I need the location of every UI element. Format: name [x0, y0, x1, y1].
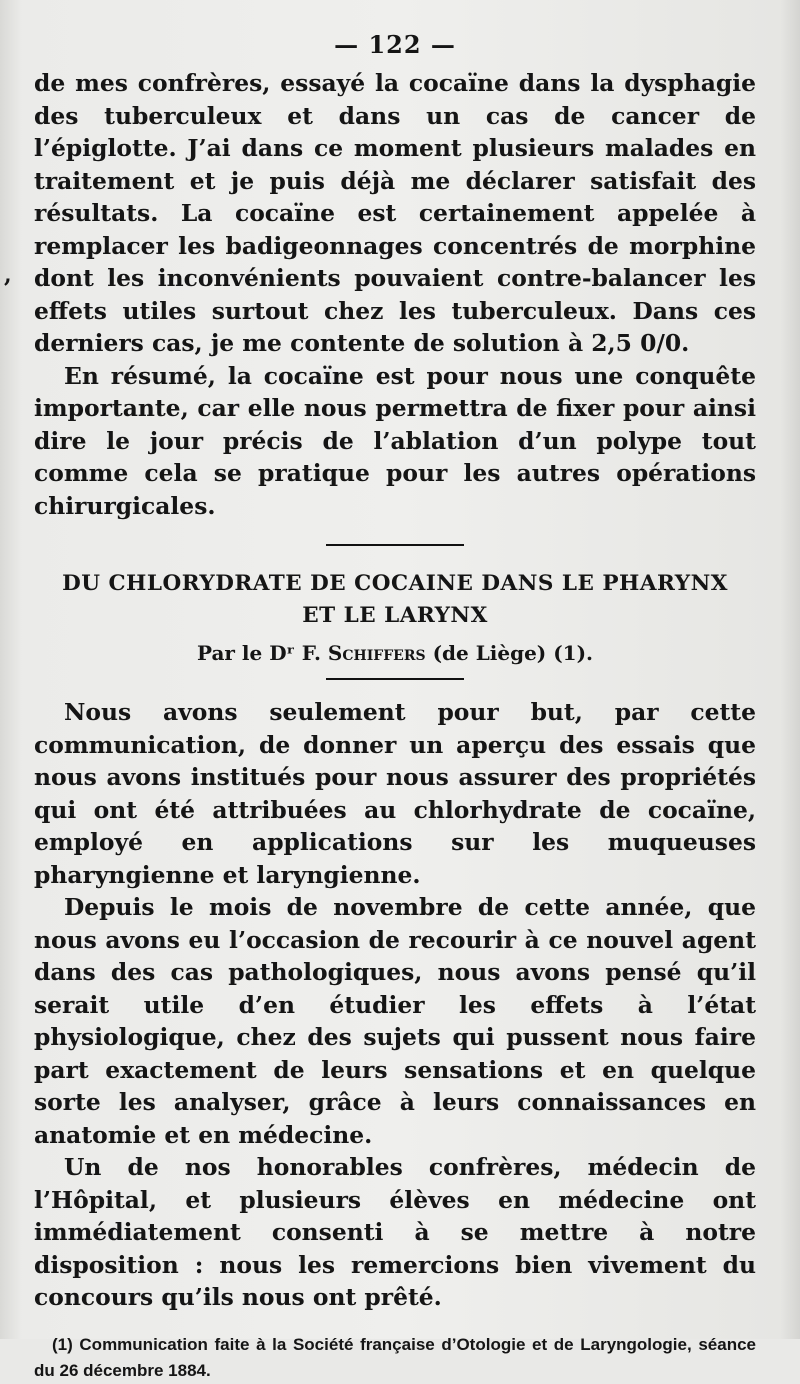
margin-mark: , [4, 262, 12, 288]
byline-prefix: Par le Dʳ F. [196, 641, 321, 665]
paragraph-method: Depuis le mois de novembre de cette année, que nous avons eu l’occasion de recourir à ce nouvel agent dans des cas pathologiques, nous avons pensé qu’il serait utile d’en étudier les effets à l’état physiologique, chez des sujets qui pussent nous faire part exactement de leurs sensations et en quelque sorte les analyser, grâce à leurs connaissances en anatomie et en médecine. [34, 893, 756, 1149]
section-title-line1: DU CHLORYDRATE DE COCAINE DANS LE PHARYNX [62, 571, 728, 596]
byline-suffix: (de Liège) (1). [432, 641, 594, 665]
paragraph-continuation: de mes confrères, essayé la cocaïne dans la dysphagie des tuberculeux et dans un cas de cancer de l’épiglotte. J’ai dans ce moment plusieurs malades en traitement et je puis déjà me déclarer satisfait des résultats. La cocaïne est certainement appelée à remplacer les badigeonnages concentrés de morphine dont les inconvénients pouvaient contre-balancer les effets utiles surtout chez les tuberculeux. Dans ces derniers cas, je me contente de solution à 2,5 0/0. [34, 69, 756, 357]
paragraph-summary: En résumé, la cocaïne est pour nous une conquête importante, car elle nous permettra de fixer pour ainsi dire le jour précis de l’ablation d’un polype tout comme cela se pratique pour les autres opérations chirurgicales. [34, 361, 756, 520]
section-divider [326, 544, 464, 546]
paragraph-acknowledgment: Un de nos honorables confrères, médecin de l’Hôpital, et plusieurs élèves en médecine ont immédiatement consenti à se mettre à notre disposition : nous les remercions bien vivement du concours qu’ils nous ont prêté. [34, 1153, 756, 1311]
byline-divider [326, 678, 464, 680]
author-byline [34, 638, 756, 668]
section-title-line2: ET LE LARYNX [302, 603, 488, 628]
paragraph-intro: Nous avons seulement pour but, par cette communication, de donner un aperçu des essais que nous avons institués pour nous assurer des propriétés qui ont été attribuées au chlorhydrate de cocaïne, employé en applications sur les muqueuses pharyngienne et laryngienne. [34, 698, 756, 889]
footnote: (1) Communication faite à la Société française d’Otologie et de Laryngologie, séance du 26 décembre 1884. [34, 1334, 756, 1380]
page-number: — 122 — [334, 30, 456, 59]
author-name: Schiffers [327, 641, 426, 665]
